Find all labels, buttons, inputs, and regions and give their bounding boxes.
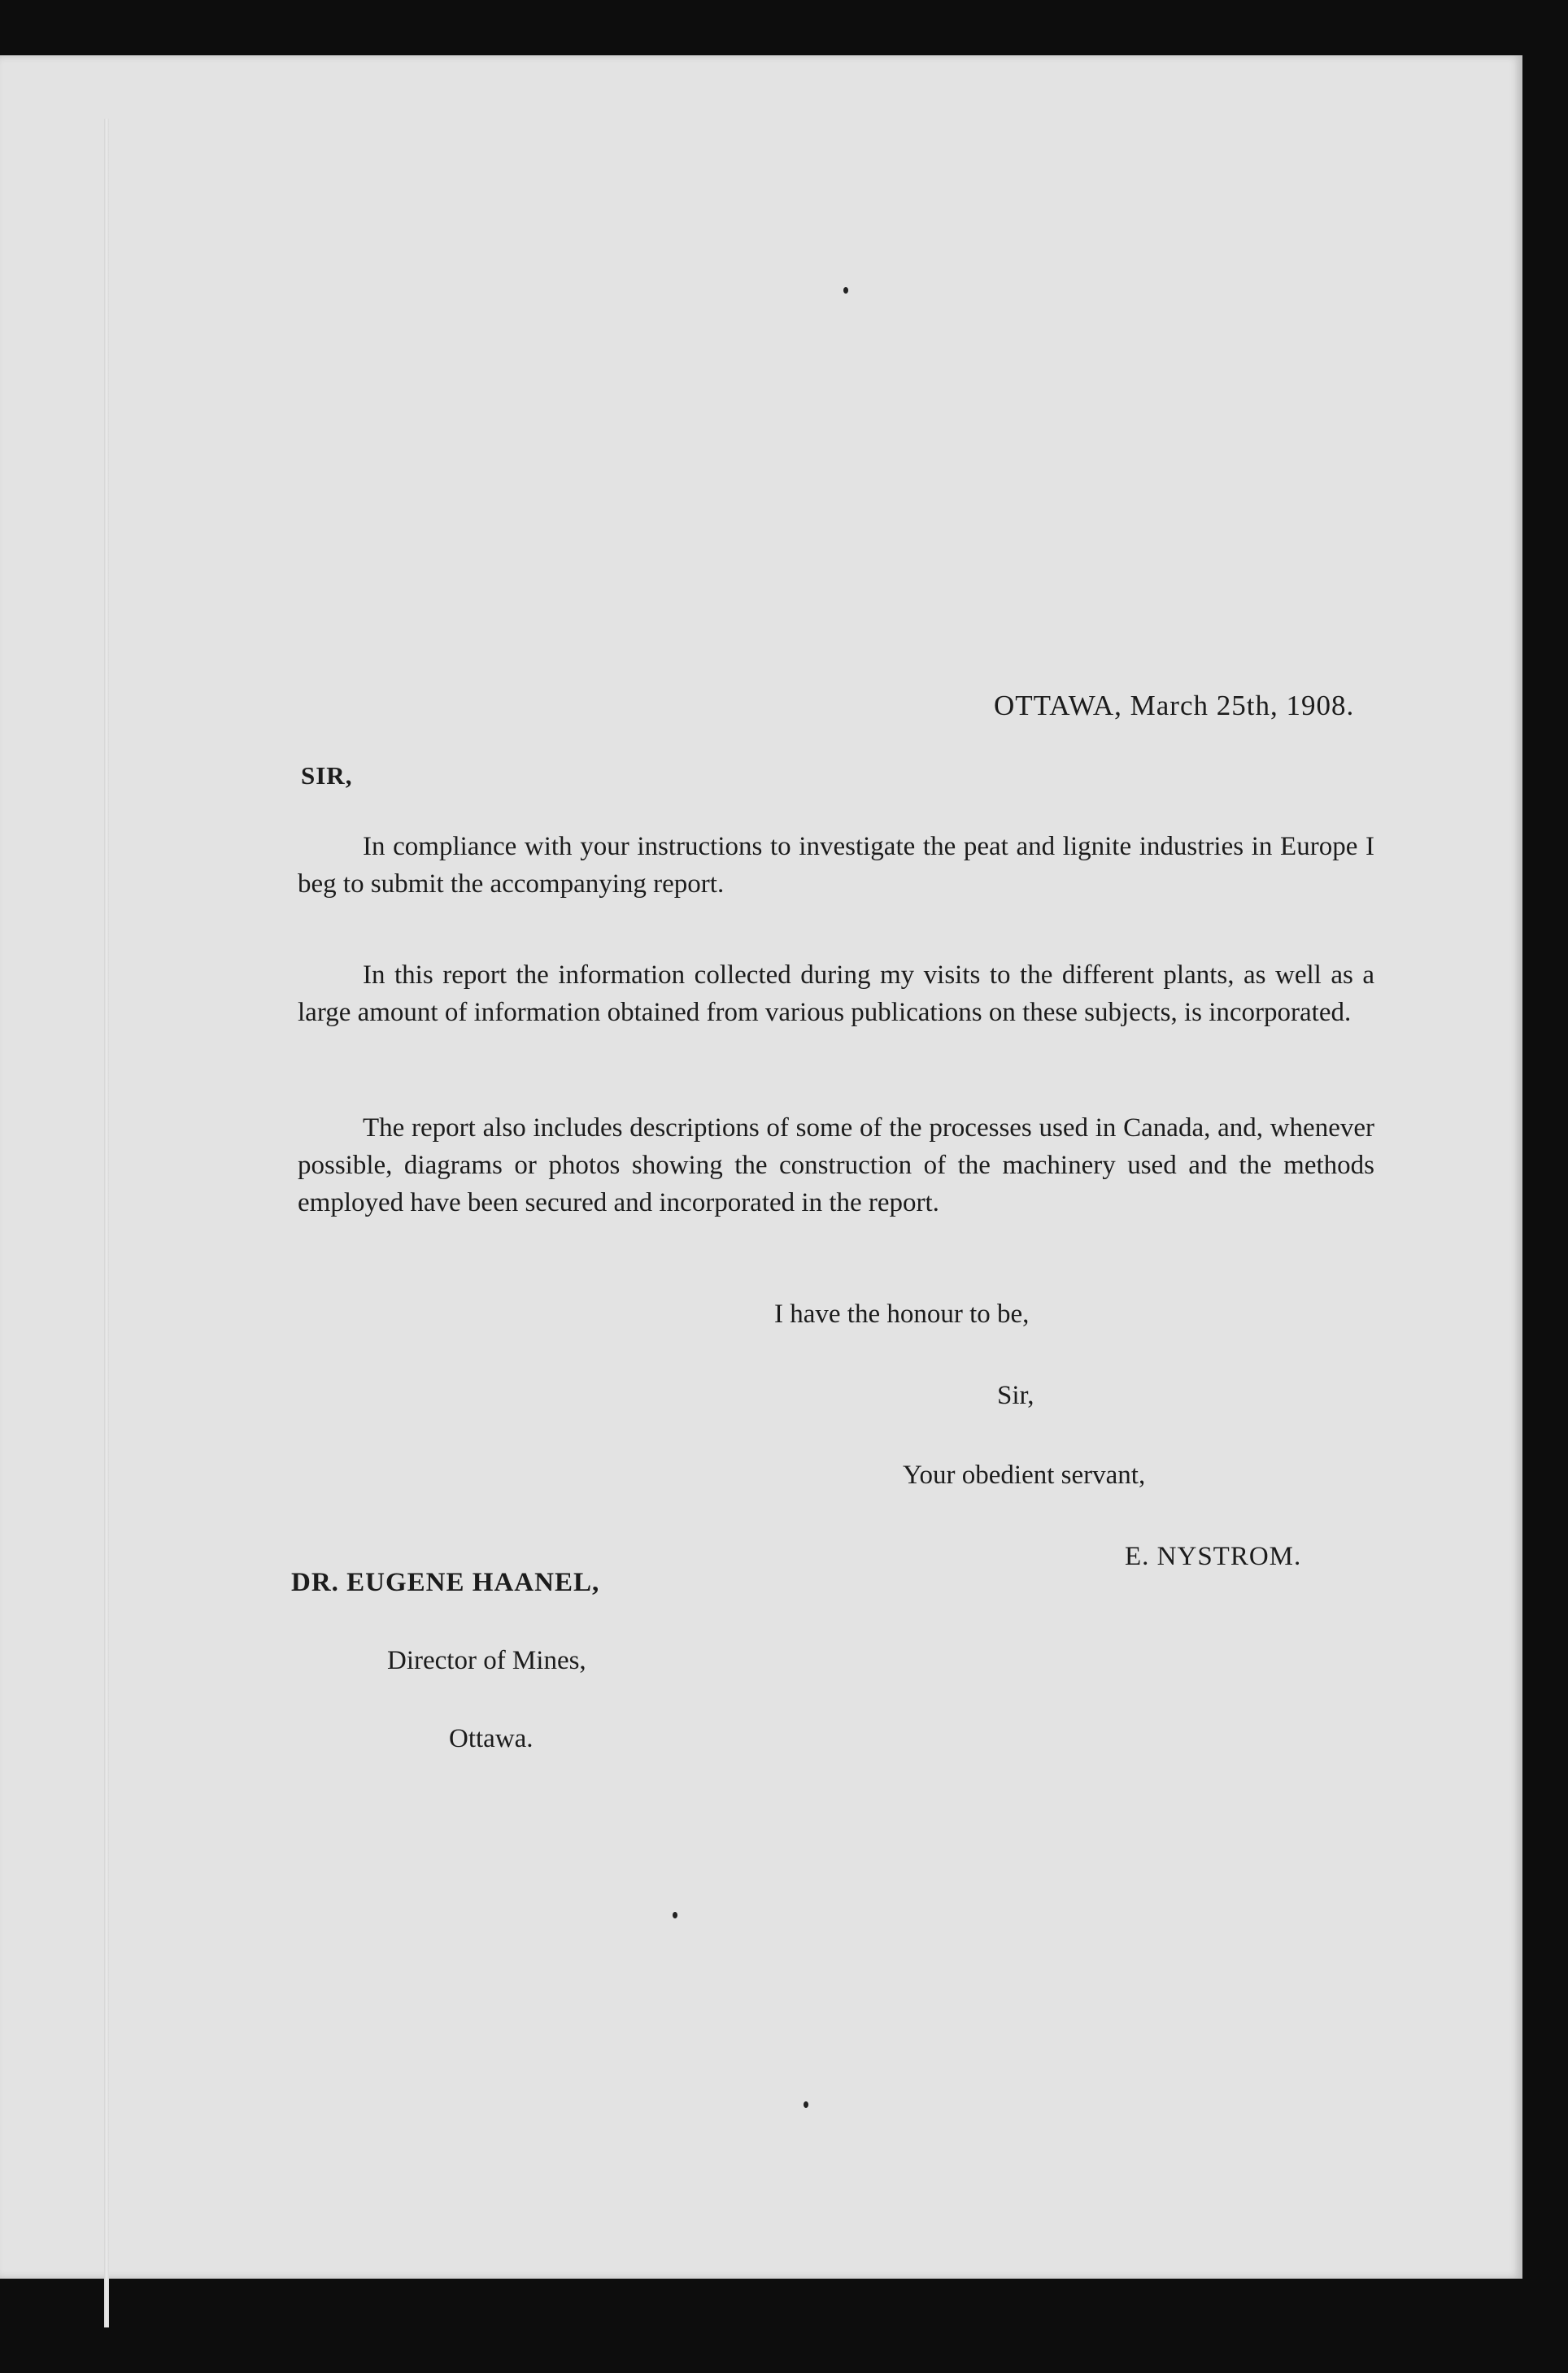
signature: E. NYSTROM. bbox=[1125, 1542, 1302, 1571]
scan-speck bbox=[673, 1912, 677, 1918]
paragraph-2 bbox=[298, 956, 1374, 1031]
addressee-name: DR. EUGENE HAANEL, bbox=[291, 1568, 600, 1597]
dateline: OTTAWA, March 25th, 1908. bbox=[994, 690, 1355, 721]
salutation: SIR, bbox=[301, 761, 353, 790]
closing-sir: Sir, bbox=[997, 1381, 1034, 1410]
paragraph-1-text: In compliance with your instructions to investigate the peat and lignite industries in Europe I beg to submit the accompanying report. bbox=[298, 832, 1374, 899]
paragraph-1 bbox=[298, 828, 1374, 903]
addressee-city: Ottawa. bbox=[449, 1724, 534, 1753]
paragraph-3-text: The report also includes descriptions of some of the processes used in Canada, and, whenever possible, diagrams or photos showing the construction of the machinery used and the methods employed have been secured and incorporated in the report. bbox=[298, 1113, 1374, 1217]
scan-speck bbox=[843, 287, 848, 294]
closing-servant: Your obedient servant, bbox=[903, 1461, 1146, 1490]
addressee-title: Director of Mines, bbox=[387, 1646, 586, 1675]
paragraph-3 bbox=[298, 1109, 1374, 1221]
scan-speck bbox=[804, 2101, 808, 2108]
document-page bbox=[0, 55, 1522, 2279]
page-fold bbox=[104, 119, 109, 2327]
closing-line: I have the honour to be, bbox=[774, 1300, 1030, 1329]
paragraph-2-text: In this report the information collected during my visits to the different plants, as well as a large amount of information obtained from various publications on these subjects, is incorporated. bbox=[298, 960, 1374, 1027]
